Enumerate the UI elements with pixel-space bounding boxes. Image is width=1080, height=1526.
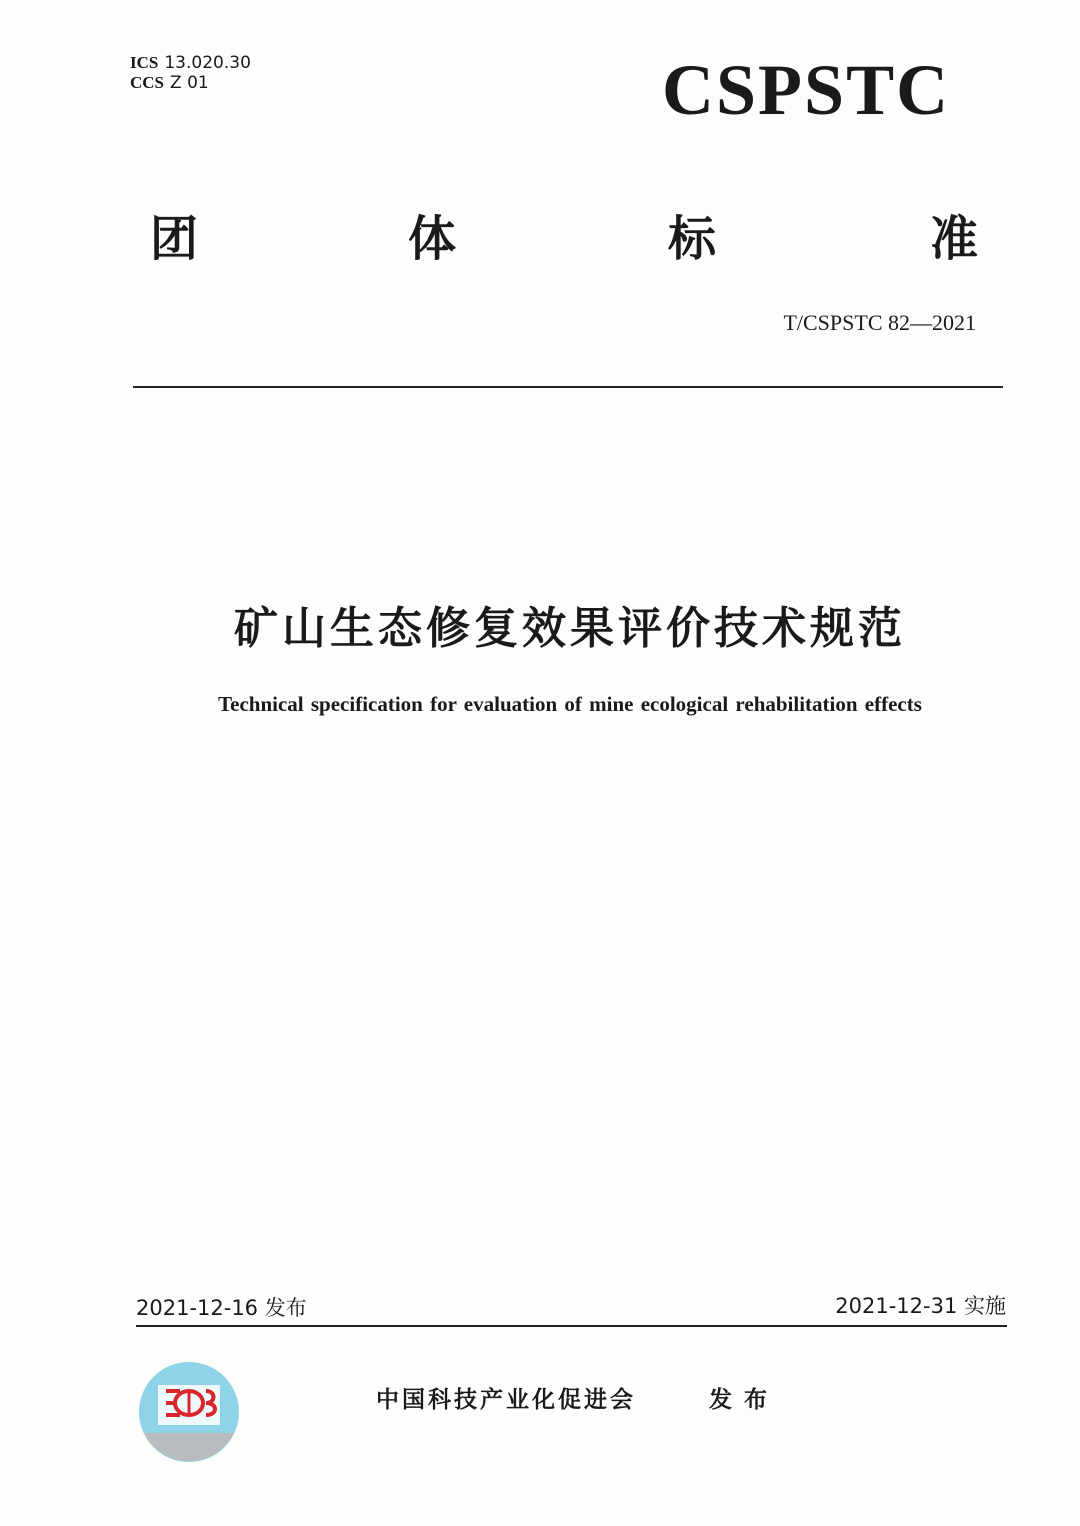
- anti-counterfeit-seal-icon: [136, 1361, 242, 1463]
- ccs-label: CCS: [130, 73, 165, 92]
- publisher-name: 中国科技产业化促进会: [376, 1387, 636, 1413]
- standard-type-char: 团: [150, 213, 199, 266]
- standard-type-char: 体: [408, 213, 457, 266]
- classification-codes: [130, 53, 251, 93]
- ics-label: ICS: [130, 53, 159, 72]
- title-english: Technical specification for evaluation of mine ecological rehabilitation effects: [218, 692, 922, 716]
- implement-date: 2021-12-31 实施: [835, 1294, 1006, 1318]
- bottom-divider: [136, 1325, 1007, 1327]
- standard-number: T/CSPSTC 82—2021: [783, 310, 976, 335]
- title-chinese: 矿山生态修复效果评价技术规范: [234, 603, 906, 654]
- top-divider: [133, 386, 1003, 388]
- standard-type-char: 准: [930, 213, 979, 266]
- ics-value: 13.020.30: [164, 53, 251, 73]
- standard-type-char: 标: [668, 213, 717, 266]
- brand-logo-text: CSPSTC: [662, 50, 951, 130]
- publish-date: 2021-12-16 发布: [136, 1296, 307, 1320]
- ccs-value: Z 01: [170, 73, 209, 93]
- publish-label: 发布: [709, 1387, 779, 1413]
